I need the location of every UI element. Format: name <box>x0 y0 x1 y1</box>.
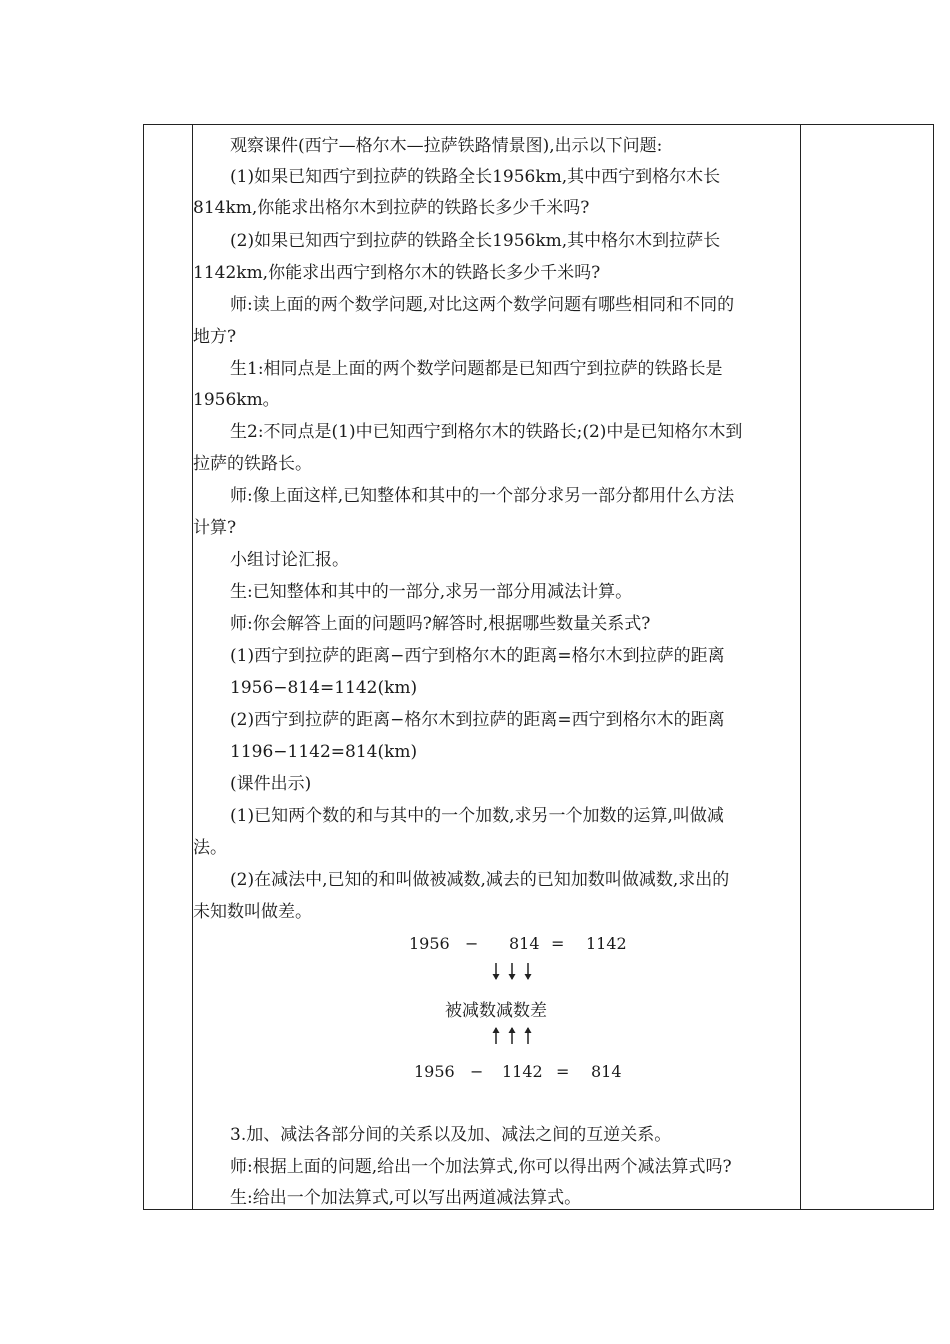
text-line: 法。 <box>193 838 227 858</box>
text-line: 1142km,你能求出西宁到格尔木的铁路长多少千米吗? <box>193 263 601 283</box>
equation-2 <box>193 1062 799 1082</box>
down-arrow-icon <box>491 962 501 982</box>
text-line: 1956km。 <box>193 390 280 410</box>
text-line: 计算? <box>193 518 237 538</box>
text-line: 生:已知整体和其中的一部分,求另一部分用减法计算。 <box>230 582 633 602</box>
text-line: 地方? <box>193 327 237 347</box>
term-labels: 被减数减数差 <box>445 1001 547 1021</box>
down-arrow-icon <box>523 962 533 982</box>
up-arrow-icon <box>507 1025 517 1045</box>
text-line: (1)如果已知西宁到拉萨的铁路全长1956km,其中西宁到格尔木长 <box>230 167 721 187</box>
text-line: 生1:相同点是上面的两个数学问题都是已知西宁到拉萨的铁路长是 <box>230 359 723 379</box>
subtrahend: 814 <box>509 934 540 953</box>
subtrahend: 1142 <box>502 1062 543 1081</box>
text-line: 小组讨论汇报。 <box>230 550 349 570</box>
text-line: (2)西宁到拉萨的距离−格尔木到拉萨的距离=西宁到格尔木的距离 <box>230 710 725 730</box>
lesson-table <box>143 124 934 1210</box>
up-arrows <box>193 1025 799 1047</box>
minuend: 1956 <box>409 934 450 953</box>
text-line: 1956−814=1142(km) <box>230 678 418 698</box>
difference: 814 <box>591 1062 622 1081</box>
text-line: (1)已知两个数的和与其中的一个加数,求另一个加数的运算,叫做减 <box>230 806 724 826</box>
text-line: (1)西宁到拉萨的距离−西宁到格尔木的距离=格尔木到拉萨的距离 <box>230 646 725 666</box>
minuend: 1956 <box>414 1062 455 1081</box>
up-arrow-icon <box>491 1025 501 1045</box>
right-column-border <box>800 125 801 1209</box>
equals-sign: = <box>551 934 565 953</box>
text-line: 观察课件(西宁—格尔木—拉萨铁路情景图),出示以下问题: <box>230 136 663 156</box>
text-line: 师:像上面这样,已知整体和其中的一个部分求另一部分都用什么方法 <box>230 486 735 506</box>
minus-sign: − <box>470 1062 484 1081</box>
text-line: (课件出示) <box>230 774 312 794</box>
down-arrows <box>193 962 799 984</box>
text-line: (2)如果已知西宁到拉萨的铁路全长1956km,其中格尔木到拉萨长 <box>230 231 721 251</box>
text-line: 师:根据上面的问题,给出一个加法算式,你可以得出两个减法算式吗? <box>230 1157 732 1177</box>
equals-sign: = <box>556 1062 570 1081</box>
up-arrow-icon <box>523 1025 533 1045</box>
difference: 1142 <box>586 934 627 953</box>
text-line: (2)在减法中,已知的和叫做被减数,减去的已知加数叫做减数,求出的 <box>230 870 730 890</box>
text-line: 生2:不同点是(1)中已知西宁到格尔木的铁路长;(2)中是已知格尔木到 <box>230 422 743 442</box>
section-heading: 3.加、减法各部分间的关系以及加、减法之间的互逆关系。 <box>230 1125 672 1145</box>
minus-sign: − <box>465 934 479 953</box>
text-line: 师:你会解答上面的问题吗?解答时,根据哪些数量关系式? <box>230 614 651 634</box>
text-line: 师:读上面的两个数学问题,对比这两个数学问题有哪些相同和不同的 <box>230 295 735 315</box>
text-line: 拉萨的铁路长。 <box>193 454 312 474</box>
text-line: 未知数叫做差。 <box>193 902 312 922</box>
down-arrow-icon <box>507 962 517 982</box>
text-line: 生:给出一个加法算式,可以写出两道减法算式。 <box>230 1188 582 1208</box>
text-line: 1196−1142=814(km) <box>230 742 418 762</box>
lesson-content <box>193 125 799 1209</box>
text-line: 814km,你能求出格尔木到拉萨的铁路长多少千米吗? <box>193 198 590 218</box>
equation-1 <box>193 934 799 954</box>
